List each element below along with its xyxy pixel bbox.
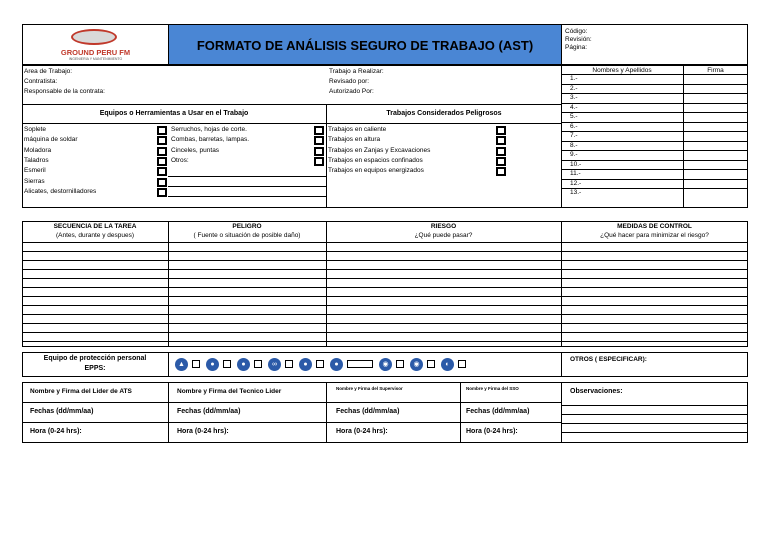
- epp-checkbox[interactable]: [396, 360, 404, 368]
- tool-checkbox[interactable]: [314, 136, 324, 145]
- hazard-checkbox[interactable]: [496, 126, 506, 135]
- area-label: Area de Trabajo:: [24, 68, 73, 75]
- otros-label: OTROS ( ESPECIFICAR):: [570, 356, 647, 363]
- team-divider: [561, 122, 748, 123]
- tool-item: Combas, barretas, lampas.: [171, 136, 250, 144]
- hazard-item: Trabajos en caliente: [328, 126, 387, 133]
- epp-checkbox[interactable]: [192, 360, 200, 368]
- team-row-number: 9.-: [570, 151, 578, 158]
- mask-icon: ●: [299, 358, 312, 371]
- team-divider: [561, 93, 748, 94]
- tool-checkbox[interactable]: [157, 188, 167, 197]
- team-row-number: 11.-: [570, 170, 581, 177]
- team-divider: [561, 84, 748, 85]
- hazard-item: Trabajos en Zanjas y Excavaciones: [328, 146, 431, 154]
- revisado-label: Revisado por:: [329, 78, 370, 85]
- analysis-row: [22, 305, 748, 306]
- team-row-number: 8.-: [570, 141, 578, 149]
- analysis-row: [22, 296, 748, 297]
- hora-lider: Hora (0-24 hrs):: [30, 428, 82, 435]
- goggles-icon: ●: [237, 358, 250, 371]
- sig-tecnico-label: Nombre y Firma del Tecnico Lider: [177, 388, 282, 395]
- team-divider: [561, 131, 748, 132]
- team-divider: [561, 112, 748, 113]
- team-divider: [561, 103, 748, 104]
- otros-line: [168, 186, 326, 187]
- tools-section-title: Equipos o Herramientas a Usar en el Trabajo: [99, 110, 249, 117]
- team-row-number: 10.-: [570, 160, 582, 168]
- team-col-names: Nombres y Apellidos: [592, 67, 652, 74]
- peligro-subheader: ( Fuente o situación de posible daño): [193, 232, 301, 239]
- hazard-checkbox[interactable]: [496, 147, 506, 156]
- team-row-number: 2.-: [570, 84, 578, 92]
- team-divider: [561, 169, 748, 170]
- team-divider: [561, 74, 748, 75]
- observaciones-label: Observaciones:: [570, 388, 623, 395]
- analysis-row: [22, 323, 748, 324]
- sig-lider-label: Nombre y Firma del Lider de ATS: [30, 388, 132, 395]
- trabajo-label: Trabajo a Realizar:: [329, 68, 384, 75]
- otros-line: [168, 196, 326, 197]
- epp-checkbox[interactable]: [347, 360, 373, 368]
- hazard-item: Trabajos en equipos energizados: [328, 167, 424, 175]
- boots-icon: ◐: [441, 358, 454, 371]
- team-divider: [561, 188, 748, 189]
- peligro-header: PELIGRO: [232, 223, 262, 230]
- team-row-number: 13.-: [570, 189, 582, 196]
- epp-checkbox[interactable]: [458, 360, 466, 368]
- sig-sso-label: Nombre y Firma del SSO: [466, 386, 519, 391]
- analysis-row: [22, 278, 748, 279]
- pagina-label: Página:: [565, 44, 588, 51]
- analysis-row: [22, 269, 748, 270]
- tool-item: Cinceles, puntas: [171, 146, 220, 154]
- tool-checkbox[interactable]: [157, 136, 167, 145]
- medidas-header: MEDIDAS DE CONTROL: [617, 223, 692, 230]
- hazard-item: Trabajos en espacios confinados: [328, 156, 423, 164]
- tool-item: máquina de soldar: [24, 136, 78, 144]
- logo-box: [22, 24, 169, 65]
- harness-icon: ◉: [410, 358, 423, 371]
- face-shield-icon: ●: [330, 358, 343, 371]
- tool-item: Alicates, destornilladores: [24, 187, 97, 195]
- team-row-number: 3.-: [570, 94, 578, 101]
- analysis-row: [22, 260, 748, 261]
- epp-checkbox[interactable]: [285, 360, 293, 368]
- analysis-row: [22, 287, 748, 288]
- respirator-icon: ∞: [268, 358, 281, 371]
- team-col-firma: Firma: [707, 67, 724, 74]
- team-table: [561, 65, 748, 208]
- team-row-number: 12.-: [570, 179, 582, 187]
- riesgo-header: RIESGO: [430, 223, 457, 230]
- tool-item: Serruchos, hojas de corte.: [171, 126, 247, 133]
- title-box: [168, 24, 562, 65]
- secuencia-header: SECUENCIA DE LA TAREA: [53, 223, 137, 230]
- team-divider: [561, 179, 748, 180]
- epp-checkbox[interactable]: [254, 360, 262, 368]
- team-row-number: 7.-: [570, 132, 578, 139]
- tool-checkbox[interactable]: [157, 157, 167, 166]
- helmet-icon: ▲: [175, 358, 188, 371]
- team-divider: [561, 150, 748, 151]
- epp-checkbox[interactable]: [316, 360, 324, 368]
- logo-subtext: INGENIERIA Y MANTENIMIENTO: [68, 57, 123, 61]
- medidas-subheader: ¿Qué hacer para minimizar el riesgo?: [600, 232, 709, 239]
- tool-item: Soplete: [24, 126, 47, 133]
- hazard-checkbox[interactable]: [496, 157, 506, 166]
- fecha-supervisor: Fechas (dd/mm/aa): [336, 408, 400, 415]
- tool-item: Esmeril: [24, 167, 46, 175]
- revision-label: Revisión:: [565, 36, 592, 43]
- responsable-label: Responsable de la contrata:: [24, 88, 105, 95]
- epp-label-1: Equipo de protección personal: [43, 355, 147, 362]
- otros-line: [168, 176, 326, 177]
- autorizado-label: Autorizado Por:: [329, 88, 374, 95]
- analysis-row: [22, 314, 748, 315]
- hazard-checkbox[interactable]: [496, 167, 506, 176]
- fecha-tecnico: Fechas (dd/mm/aa): [177, 408, 241, 415]
- tool-checkbox[interactable]: [157, 178, 167, 187]
- tool-checkbox[interactable]: [314, 126, 324, 135]
- hora-tecnico: Hora (0-24 hrs):: [177, 428, 229, 435]
- team-row-number: 6.-: [570, 122, 578, 130]
- epp-checkbox[interactable]: [223, 360, 231, 368]
- codigo-label: Código:: [565, 28, 588, 35]
- analysis-row: [22, 341, 748, 342]
- epp-label-2: EPPS:: [84, 365, 106, 372]
- sig-supervisor-label: Nombre y Firma del Supervisor: [336, 386, 403, 391]
- hazard-item: Trabajos en altura: [328, 136, 381, 144]
- analysis-row: [22, 332, 748, 333]
- ear-protection-icon: ●: [206, 358, 219, 371]
- tool-item: Taladros: [24, 156, 49, 164]
- team-divider: [561, 141, 748, 142]
- hazards-section-title: Trabajos Considerados Peligrosos: [386, 110, 502, 117]
- hazard-checkbox[interactable]: [496, 136, 506, 145]
- secuencia-subheader: (Antes, durante y despues): [55, 232, 135, 239]
- tool-checkbox[interactable]: [157, 167, 167, 176]
- contratista-label: Contratista:: [24, 78, 58, 85]
- hora-sso: Hora (0-24 hrs):: [466, 428, 518, 435]
- tool-checkbox[interactable]: [157, 147, 167, 156]
- page-title: FORMATO DE ANÁLISIS SEGURO DE TRABAJO (AST): [196, 38, 534, 53]
- tool-item: Moladora: [24, 146, 52, 154]
- hora-supervisor: Hora (0-24 hrs):: [336, 428, 388, 435]
- fecha-lider: Fechas (dd/mm/aa): [30, 408, 94, 415]
- logo-swoosh-icon: [71, 29, 117, 45]
- analysis-row: [22, 251, 748, 252]
- tool-item: Otros:: [171, 156, 189, 164]
- team-row-number: 4.-: [570, 103, 578, 111]
- fecha-sso: Fechas (dd/mm/aa): [466, 408, 530, 415]
- tool-checkbox[interactable]: [157, 126, 167, 135]
- team-row-number: 1.-: [570, 75, 578, 82]
- logo-text: GROUND PERU FM: [60, 48, 131, 57]
- team-row-number: 5.-: [570, 113, 578, 120]
- doc-info-box: [561, 24, 748, 65]
- epp-checkbox[interactable]: [427, 360, 435, 368]
- riesgo-subheader: ¿Qué puede pasar?: [414, 232, 473, 239]
- tool-checkbox[interactable]: [314, 147, 324, 156]
- tool-checkbox[interactable]: [314, 157, 324, 166]
- gloves-icon: ◉: [379, 358, 392, 371]
- tool-item: Sierras: [24, 177, 45, 185]
- team-divider: [561, 160, 748, 161]
- analysis-row: [22, 242, 748, 243]
